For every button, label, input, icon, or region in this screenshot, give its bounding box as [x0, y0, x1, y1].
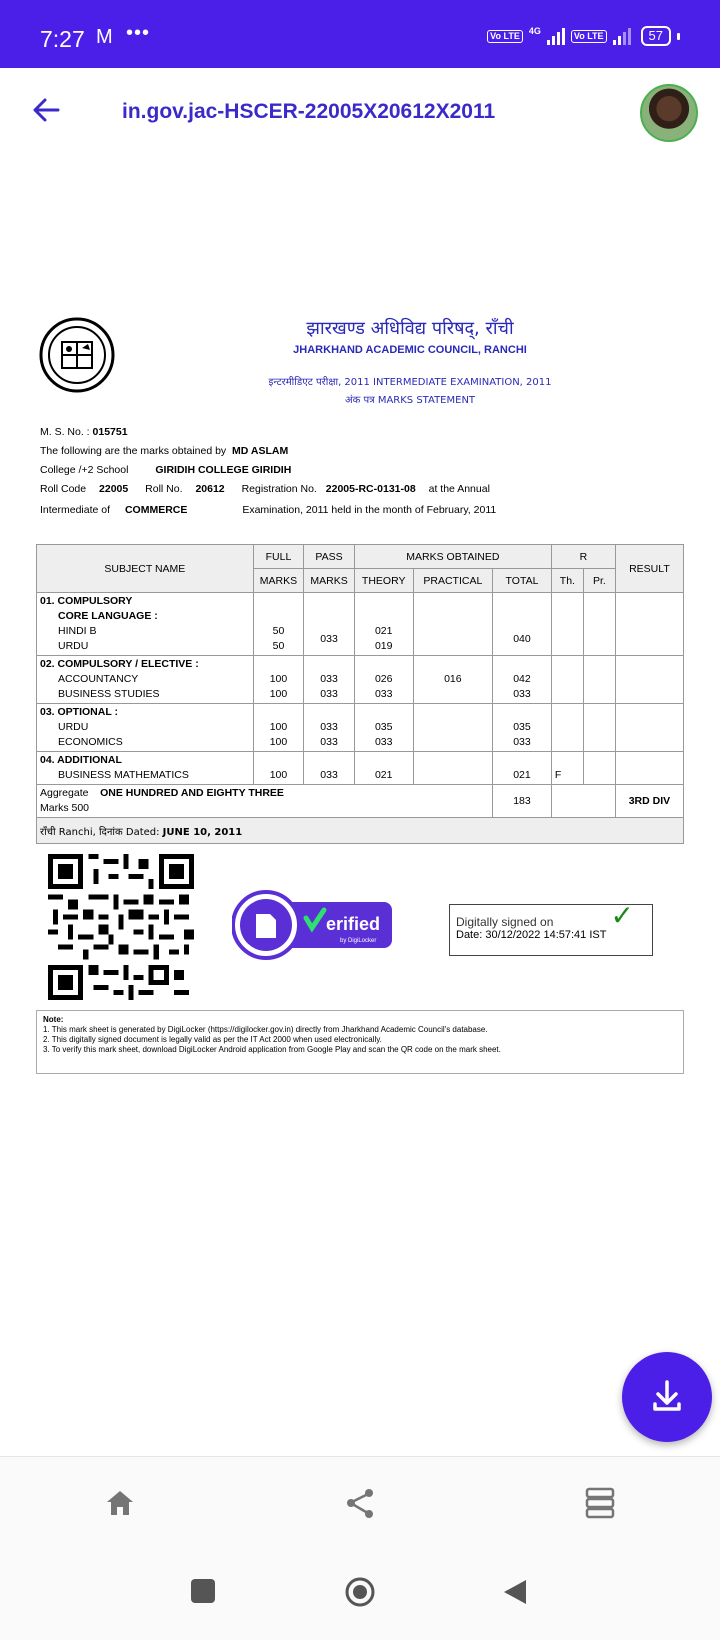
college-line	[40, 464, 291, 476]
download-icon	[622, 1352, 712, 1442]
full-marks: 100	[269, 688, 288, 700]
subject-name: BUSINESS STUDIES	[58, 688, 160, 700]
app-bar	[0, 68, 720, 160]
ms-no-line	[40, 426, 128, 438]
roll-no: 20612	[195, 483, 225, 495]
bottom-app-bar	[0, 1456, 720, 1548]
intermediate-label: Intermediate of	[40, 504, 111, 516]
subject-name: BUSINESS MATHEMATICS	[58, 769, 189, 781]
full-marks: 100	[269, 673, 288, 685]
dated-label: राँची Ranchi, दिनांक Dated:	[40, 826, 160, 838]
annual-label: at the Annual	[428, 483, 490, 495]
battery-tip	[677, 33, 680, 40]
avatar[interactable]	[640, 84, 698, 142]
subject-name: URDU	[58, 640, 89, 652]
header-total: TOTAL	[493, 569, 552, 593]
aggregate-label: Aggregate	[40, 787, 89, 799]
roll-line	[40, 483, 490, 495]
dated-row	[37, 818, 684, 844]
full-marks: 50	[272, 640, 285, 652]
status-time: 7:27	[40, 26, 85, 52]
checkmark-icon: ✓	[610, 900, 634, 931]
note-title: Note:	[43, 1015, 64, 1024]
student-line	[40, 445, 288, 457]
college-name: GIRIDIH COLLEGE GIRIDIH	[155, 464, 292, 476]
battery-icon: 57	[641, 26, 671, 46]
header-practical: PRACTICAL	[413, 569, 492, 593]
ms-no: 015751	[92, 426, 128, 438]
group-title: 03. OPTIONAL :	[40, 706, 118, 718]
header-subject: SUBJECT NAME	[37, 545, 254, 593]
status-icons	[487, 26, 680, 46]
full-marks: 100	[269, 736, 288, 748]
header-th: Th.	[551, 569, 583, 593]
header-r: R	[551, 545, 615, 569]
theory-marks: 026	[374, 673, 393, 685]
status-bar	[0, 0, 720, 68]
subject-name: HINDI B	[58, 625, 97, 637]
total-marks: 035	[513, 721, 531, 733]
group-title: 04. ADDITIONAL	[40, 754, 122, 766]
stream: COMMERCE	[124, 504, 188, 516]
theory-marks: 035	[374, 721, 393, 733]
header-result: RESULT	[615, 545, 683, 593]
subject-name: ECONOMICS	[58, 736, 123, 748]
header-pr: Pr.	[583, 569, 615, 593]
header-full-marks: MARKS	[253, 569, 304, 593]
volte-icon-2: Vo LTE	[571, 30, 607, 43]
marks-statement-title: अंक पत्र MARKS STATEMENT	[344, 395, 476, 406]
aggregate-words: ONE HUNDRED AND EIGHTY THREE	[100, 787, 284, 799]
registration-label: Registration No.	[241, 483, 317, 495]
group-subtitle: CORE LANGUAGE :	[58, 610, 158, 622]
digilocker-verified-badge	[232, 890, 396, 960]
download-button[interactable]	[622, 1352, 712, 1442]
home-icon[interactable]	[102, 1485, 138, 1521]
subject-name: ACCOUNTANCY	[58, 673, 139, 685]
qr-code	[48, 854, 194, 1000]
group-title: 01. COMPULSORY	[40, 595, 133, 607]
result-division: 3RD DIV	[615, 785, 683, 818]
signal-icon	[547, 27, 565, 45]
home-nav-icon[interactable]	[344, 1576, 376, 1608]
table-row	[37, 704, 684, 752]
stream-line	[40, 504, 496, 516]
full-marks: 100	[269, 721, 288, 733]
back-nav-icon[interactable]	[502, 1578, 528, 1606]
table-row	[37, 656, 684, 704]
recent-apps-icon[interactable]	[190, 1578, 216, 1604]
total-marks: 040	[513, 633, 531, 645]
pass-marks: 033	[320, 673, 338, 685]
roll-no-label: Roll No.	[145, 483, 183, 495]
note-line-2: 2. This digitally signed document is legally valid as per the IT Act 2000 when used electronically.	[43, 1035, 382, 1044]
more-options-icon[interactable]	[582, 1485, 618, 1521]
verified-text: erified	[326, 914, 381, 934]
following-label: The following are the marks obtained by	[40, 445, 227, 457]
subject-cell	[37, 593, 254, 656]
theory-marks: 019	[374, 640, 393, 652]
share-icon[interactable]	[342, 1485, 378, 1521]
full-marks: 100	[269, 769, 288, 781]
header-pass: PASS	[304, 545, 355, 569]
signal-icon-2	[613, 27, 631, 45]
pass-marks: 033	[320, 633, 338, 645]
theory-marks: 021	[374, 769, 393, 781]
subject-name: URDU	[58, 721, 89, 733]
theory-marks: 021	[374, 625, 393, 637]
council-title-english: JHARKHAND ACADEMIC COUNCIL, RANCHI	[293, 344, 527, 356]
header-full: FULL	[253, 545, 304, 569]
signed-label: Digitally signed on	[456, 915, 554, 929]
header-marks-obtained: MARKS OBTAINED	[354, 545, 551, 569]
practical-marks: 016	[444, 673, 462, 685]
note-line-1: 1. This mark sheet is generated by DigiLocker (https://digilocker.gov.in) directly from Jharkhand Academic Council's database.	[43, 1025, 488, 1034]
marks-statement-document	[36, 308, 684, 1128]
system-navigation-bar	[0, 1548, 720, 1640]
dated-value: JUNE 10, 2011	[162, 826, 243, 838]
r-th-mark: F	[554, 769, 562, 781]
total-marks: 021	[513, 769, 531, 781]
pass-marks: 033	[320, 688, 338, 700]
table-row	[37, 752, 684, 785]
subject-cell	[37, 704, 254, 752]
more-notifications-icon: •••	[126, 22, 151, 44]
document-title: in.gov.jac-HSCER-22005X20612X2011	[122, 100, 496, 123]
note-box	[36, 1010, 684, 1074]
pass-marks: 033	[320, 721, 338, 733]
pass-marks: 033	[320, 769, 338, 781]
aggregate-row	[37, 785, 684, 818]
college-label: College /+2 School	[40, 464, 129, 476]
header-pass-marks: MARKS	[304, 569, 355, 593]
marks-table	[36, 544, 684, 844]
total-marks: 033	[513, 736, 531, 748]
table-row	[37, 593, 684, 656]
roll-code: 22005	[99, 483, 129, 495]
digital-signature-box	[449, 900, 653, 956]
theory-marks: 033	[374, 736, 393, 748]
aggregate-max: Marks 500	[40, 802, 90, 814]
network-type: 4G	[528, 26, 541, 36]
exam-held-text: Examination, 2011 held in the month of February, 2011	[242, 504, 497, 516]
total-marks: 033	[513, 688, 531, 700]
exam-title: इन्टरमीडिएट परीक्षा, 2011 INTERMEDIATE EXAMINATION, 2011	[268, 377, 552, 388]
registration-no: 22005-RC-0131-08	[325, 483, 416, 495]
signed-date: Date: 30/12/2022 14:57:41 IST	[456, 929, 607, 941]
student-name: MD ASLAM	[232, 445, 289, 457]
council-title-hindi: झारखण्ड अधिविद्य परिषद्, राँची	[306, 318, 514, 339]
aggregate-total: 183	[493, 785, 552, 818]
subject-cell	[37, 752, 254, 785]
note-line-3: 3. To verify this mark sheet, download DigiLocker Android application from Google Play and scan the QR code on the mark sheet.	[43, 1045, 501, 1054]
total-marks: 042	[513, 673, 531, 685]
header-theory: THEORY	[354, 569, 413, 593]
ms-no-label: M. S. No. :	[40, 426, 90, 438]
gmail-icon: M	[96, 26, 113, 48]
group-title: 02. COMPULSORY / ELECTIVE :	[40, 658, 199, 670]
verified-by-text: by DigiLocker	[340, 938, 377, 944]
pass-marks: 033	[320, 736, 338, 748]
volte-icon: Vo LTE	[487, 30, 523, 43]
subject-cell	[37, 656, 254, 704]
full-marks: 50	[272, 625, 285, 637]
roll-code-label: Roll Code	[40, 483, 87, 495]
theory-marks: 033	[374, 688, 393, 700]
back-arrow-icon[interactable]	[28, 92, 64, 128]
